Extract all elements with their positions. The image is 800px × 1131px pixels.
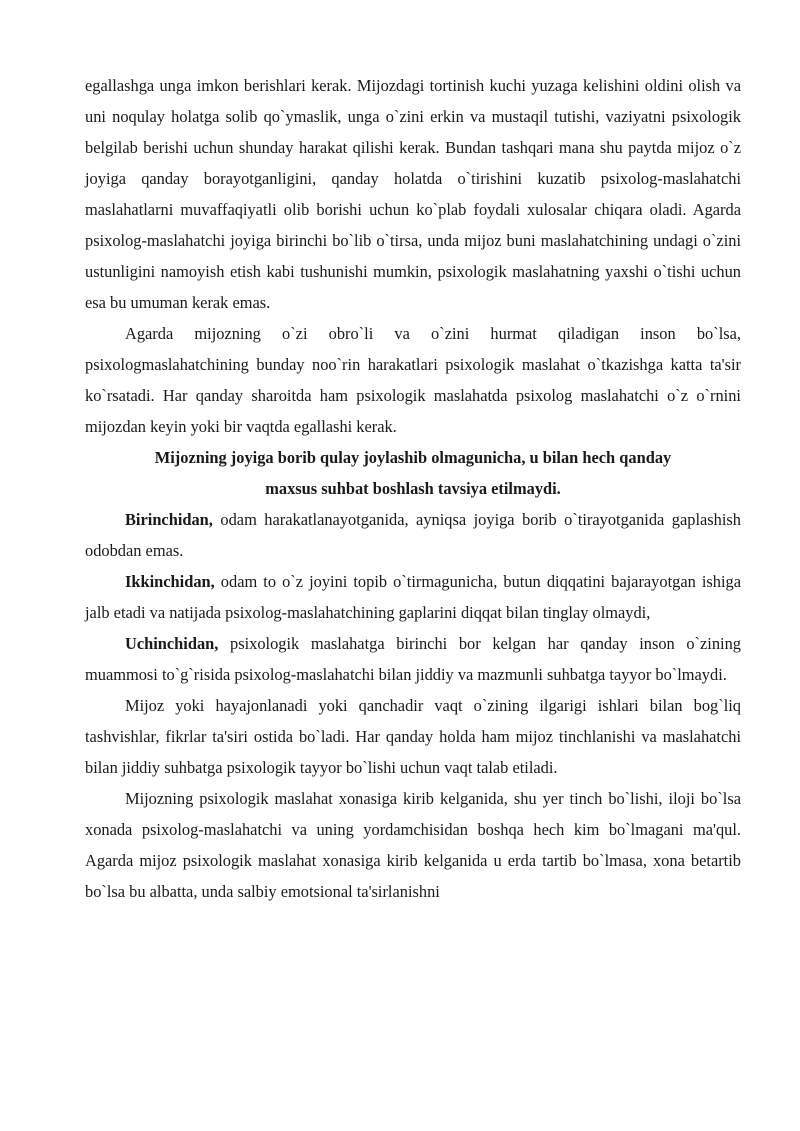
paragraph-text: Mijoz yoki hayajonlanadi yoki qanchadir vaqt o`zining ilgarigi ishlari bilan bog`liq tashvishlar, fikrlar ta'siri ostida bo`ladi. Har qanday holda ham mijoz tinchlanishi va maslahatchi bilan jiddiy suhbatga psixologik tayyor bo`lishi uchun vaqt talab etiladi.: [85, 696, 741, 777]
paragraph-first-reason: [85, 504, 741, 566]
paragraph-text: Mijozning psixologik maslahat xonasiga kirib kelganida, shu yer tinch bo`lishi, iloji bo`lsa xonada psixolog-maslahatchi va uning yordamchisidan boshqa hech kim bo`lmagani ma'qul. Agarda mijoz psixologik maslahat xonasiga kirib kelganida u erda tartib bo`lmasa, xona betartib bo`lsa bu albatta, unda salbiy emotsional ta'sirlanishni: [85, 789, 741, 901]
document-page: [85, 70, 741, 907]
paragraph-continuation: [85, 70, 741, 318]
paragraph-text: odam to o`z joyini topib o`tirmagunicha, butun diqqatini bajarayotgan ishiga jalb etadi va natijada psixolog-maslahatchining gaplarini diqqat bilan tinglay olmaydi,: [85, 572, 741, 622]
paragraph-lead: Uchinchidan,: [125, 634, 219, 653]
paragraph-third-reason: [85, 628, 741, 690]
paragraph-lead: Birinchidan,: [125, 510, 213, 529]
paragraph-room: [85, 783, 741, 907]
paragraph-text: psixologik maslahatga birinchi bor kelgan har qanday inson o`zining muammosi to`g`risida psixolog-maslahatchi bilan jiddiy va mazmunli suhbatga tayyor bo`lmaydi.: [85, 634, 741, 684]
paragraph-text: odam harakatlanayotganida, ayniqsa joyiga borib o`tirayotganida gaplashish odobdan emas.: [85, 510, 741, 560]
paragraph-client-state: [85, 690, 741, 783]
paragraph-lead: Ikkinchidan,: [125, 572, 215, 591]
paragraph-second-reason: [85, 566, 741, 628]
heading-line-1: Mijozning joyiga borib qulay joylashib olmagunicha, u bilan hech qanday: [154, 448, 672, 467]
paragraph-respect: [85, 318, 741, 442]
paragraph-text: egallashga unga imkon berishlari kerak. Mijozdagi tortinish kuchi yuzaga kelishini oldini olish va uni noqulay holatga solib qo`ymaslik, unga o`zini erkin va mustaqil tutishi, vaziyatni psixologik belgilab berishi uchun shunday harakat qilishi kerak. Bundan tashqari mana shu paytda mijoz o`z joyiga qanday borayotganligini, qanday holatda o`tirishini kuzatib psixolog-maslahatchi maslahatlarni muvaffaqiyatli olib borishi uchun ko`plab foydali xulosalar chiqara oladi. Agarda psixolog-maslahatchi joyiga birinchi bo`lib o`tirsa, unda mijoz buni maslahatchining undagi o`zini ustunligini namoyish etish kabi tushunishi mumkin, psixologik maslahatning yaxshi o`tishi uchun esa bu umuman kerak emas.: [85, 76, 741, 312]
paragraph-text: Agarda mijozning o`zi obro`li va o`zini hurmat qiladigan inson bo`lsa, psixologmaslahatchining bunday noo`rin harakatlari psixologik maslahat o`tkazishga katta ta'sir ko`rsatadi. Har qanday sharoitda ham psixologik maslahatda psixolog maslahatchi o`z o`rnini mijozdan keyin yoki bir vaqtda egallashi kerak.: [85, 324, 741, 436]
heading-line-2: maxsus suhbat boshlash tavsiya etilmaydi.: [265, 479, 561, 498]
section-heading: [85, 442, 741, 504]
